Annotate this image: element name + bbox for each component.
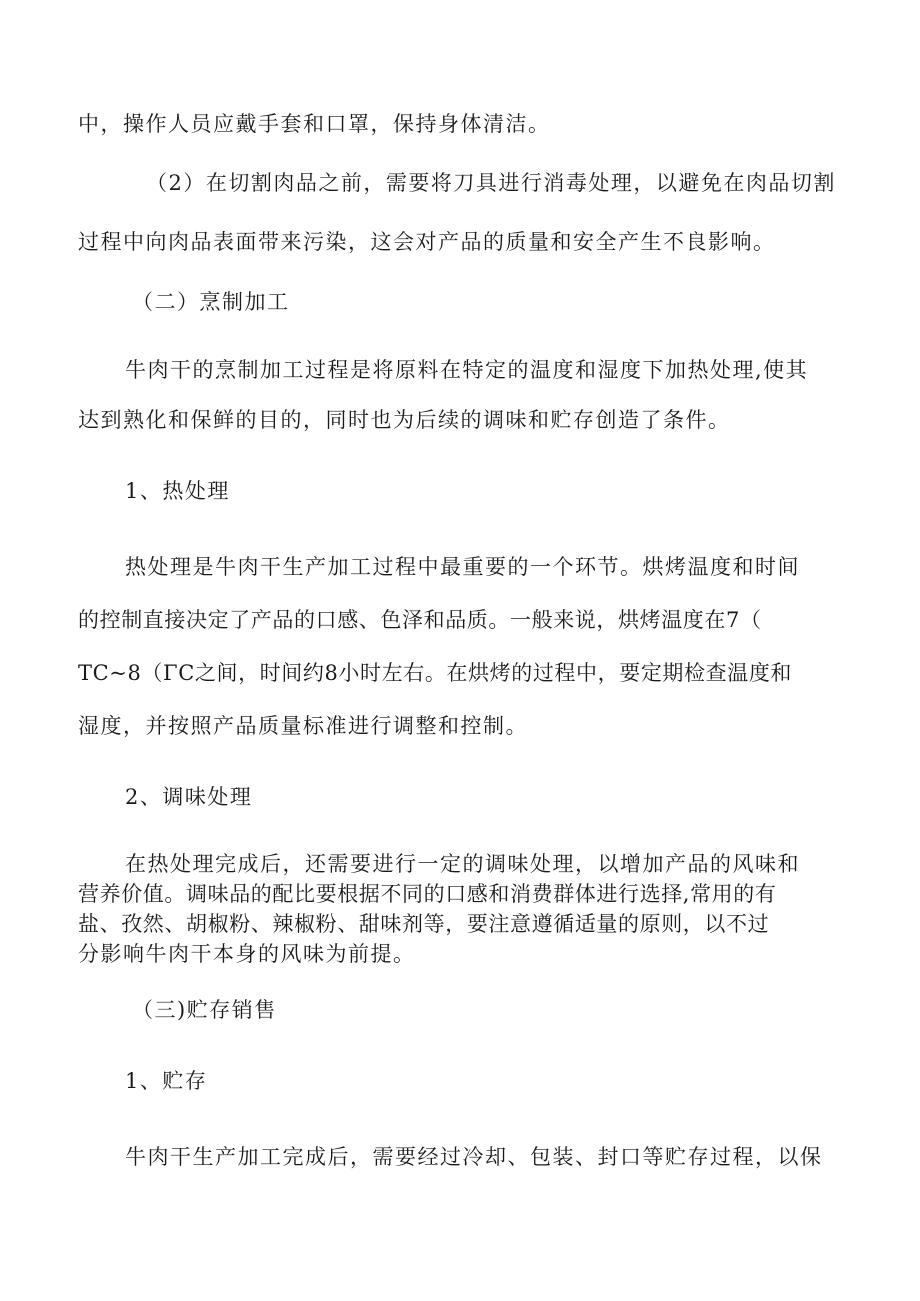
paragraph-line: 的控制直接决定了产品的口感、色泽和品质。一般来说，烘烤温度在7（ xyxy=(78,608,762,632)
paragraph-line: 过程中向肉品表面带来污染，这会对产品的质量和安全产生不良影响。 xyxy=(78,230,776,254)
paragraph-line: 分影响牛肉干本身的风味为前提。 xyxy=(78,942,416,966)
subsection-heading: 1、热处理 xyxy=(125,479,230,503)
paragraph-line: 牛肉干的烹制加工过程是将原料在特定的温度和湿度下加热处理,使其 xyxy=(125,358,809,382)
paragraph-line: 湿度，并按照产品质量标准进行调整和控制。 xyxy=(78,714,528,738)
section-heading: （三)贮存销售 xyxy=(132,998,277,1022)
section-heading: （二）烹制加工 xyxy=(132,290,290,314)
subsection-heading: 2、调味处理 xyxy=(125,785,253,809)
paragraph-line: 达到熟化和保鲜的目的，同时也为后续的调味和贮存创造了条件。 xyxy=(78,408,731,432)
paragraph-line: 热处理是牛肉干生产加工过程中最重要的一个环节。烘烤温度和时间 xyxy=(125,555,800,579)
subsection-heading: 1、贮存 xyxy=(125,1069,208,1093)
paragraph-line: 营养价值。调味品的配比要根据不同的口感和消费群体进行选择,常用的有 xyxy=(78,882,777,906)
paragraph-line: （2）在切割肉品之前，需要将刀具进行消毒处理，以避免在肉品切割 xyxy=(146,171,836,195)
paragraph-line: 盐、孜然、胡椒粉、辣椒粉、甜味剂等，要注意遵循适量的原则，以不过 xyxy=(78,912,770,936)
paragraph-line: 中，操作人员应戴手套和口罩，保持身体清洁。 xyxy=(78,112,551,136)
paragraph-line: 牛肉干生产加工完成后，需要经过冷却、包装、封口等贮存过程，以保 xyxy=(125,1145,823,1169)
paragraph-line: TC~8（ΓC之间，时间约8小时左右。在烘烤的过程中，要定期检查温度和 xyxy=(78,661,793,685)
paragraph-line: 在热处理完成后，还需要进行一定的调味处理，以增加产品的风味和 xyxy=(125,852,800,876)
